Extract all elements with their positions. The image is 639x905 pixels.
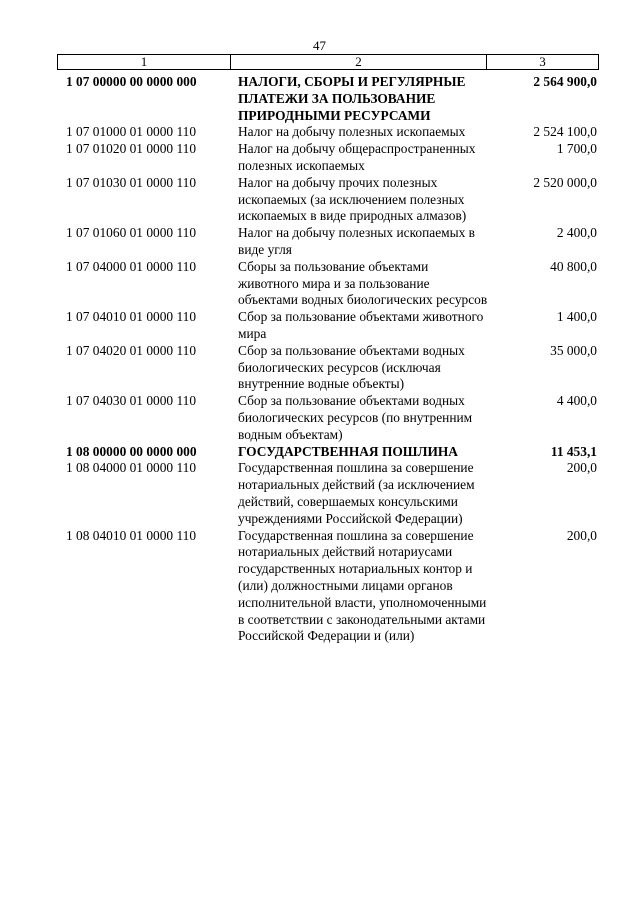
table-row [66, 444, 597, 461]
budget-code: 1 08 04000 01 0000 110 [66, 460, 197, 476]
amount: 2 524 100,0 [533, 124, 597, 140]
table-row [66, 259, 597, 309]
table-row [66, 343, 597, 393]
item-name: Сборы за пользование объектами животного мира и за пользование объектами водных биологических ресурсов [238, 258, 488, 308]
table-row [66, 74, 597, 124]
budget-code: 1 08 04010 01 0000 110 [66, 527, 197, 543]
header-col-1: 1 [58, 55, 231, 69]
table-row [66, 175, 597, 225]
budget-code: 1 07 04010 01 0000 110 [66, 309, 197, 325]
budget-code: 1 07 01020 01 0000 110 [66, 141, 197, 157]
table-header [57, 54, 599, 70]
item-name: Налог на добычу общераспространенных полезных ископаемых [238, 141, 476, 173]
amount: 35 000,0 [550, 342, 597, 358]
item-name: Налог на добычу полезных ископаемых [238, 124, 466, 140]
amount: 2 564 900,0 [533, 74, 597, 89]
item-name: Сбор за пользование объектами водных биологических ресурсов (исключая внутренние водные объекты) [238, 342, 465, 392]
header-col-2: 2 [231, 55, 487, 69]
item-name: ГОСУДАРСТВЕННАЯ ПОШЛИНА [238, 443, 458, 459]
table-row [66, 309, 597, 343]
item-name: Налог на добычу прочих полезных ископаемых (за исключением полезных ископаемых в виде природных алмазов) [238, 174, 467, 224]
table-row [66, 393, 597, 443]
item-name: Налог на добычу полезных ископаемых в виде угля [238, 225, 475, 257]
table-row [66, 528, 597, 646]
amount: 1 400,0 [556, 309, 597, 325]
budget-code: 1 07 00000 00 0000 000 [66, 74, 197, 89]
item-name: Сбор за пользование объектами водных биологических ресурсов (по внутренним водным объектам) [238, 393, 473, 442]
budget-code: 1 07 04020 01 0000 110 [66, 342, 197, 358]
header-col-3: 3 [539, 54, 546, 69]
budget-code: 1 08 00000 00 0000 000 [66, 443, 197, 459]
amount: 1 700,0 [556, 141, 597, 157]
table-row [66, 460, 597, 527]
table-row [66, 225, 597, 259]
amount: 2 400,0 [556, 225, 597, 241]
table-row [66, 141, 597, 175]
budget-code: 1 07 04030 01 0000 110 [66, 393, 197, 409]
budget-code: 1 07 01030 01 0000 110 [66, 174, 197, 190]
table-row [66, 124, 597, 141]
budget-code: 1 07 01060 01 0000 110 [66, 225, 197, 241]
table-body [66, 74, 597, 645]
amount: 200,0 [566, 460, 597, 476]
amount: 40 800,0 [550, 258, 597, 274]
amount: 2 520 000,0 [533, 174, 597, 190]
item-name: Сбор за пользование объектами животного мира [238, 309, 484, 341]
item-name: Государственная пошлина за совершение нотариальных действий нотариусами государственных нотариальных контор и (или) должностными лицами органов исполнительной власти, уполномоченными в соответствии с законодательными актами Российской Федерации и (или) [238, 527, 487, 644]
amount: 11 453,1 [550, 443, 597, 459]
item-name: Государственная пошлина за совершение нотариальных действий (за исключением действий, совершаемых консульскими учреждениями Российской Федерации) [238, 460, 475, 526]
budget-code: 1 07 04000 01 0000 110 [66, 258, 197, 274]
item-name: НАЛОГИ, СБОРЫ И РЕГУЛЯРНЫЕ ПЛАТЕЖИ ЗА ПОЛЬЗОВАНИЕ ПРИРОДНЫМИ РЕСУРСАМИ [238, 74, 466, 123]
budget-code: 1 07 01000 01 0000 110 [66, 124, 197, 140]
amount: 200,0 [566, 527, 597, 543]
amount: 4 400,0 [556, 393, 597, 409]
page-number: 47 [313, 38, 326, 53]
